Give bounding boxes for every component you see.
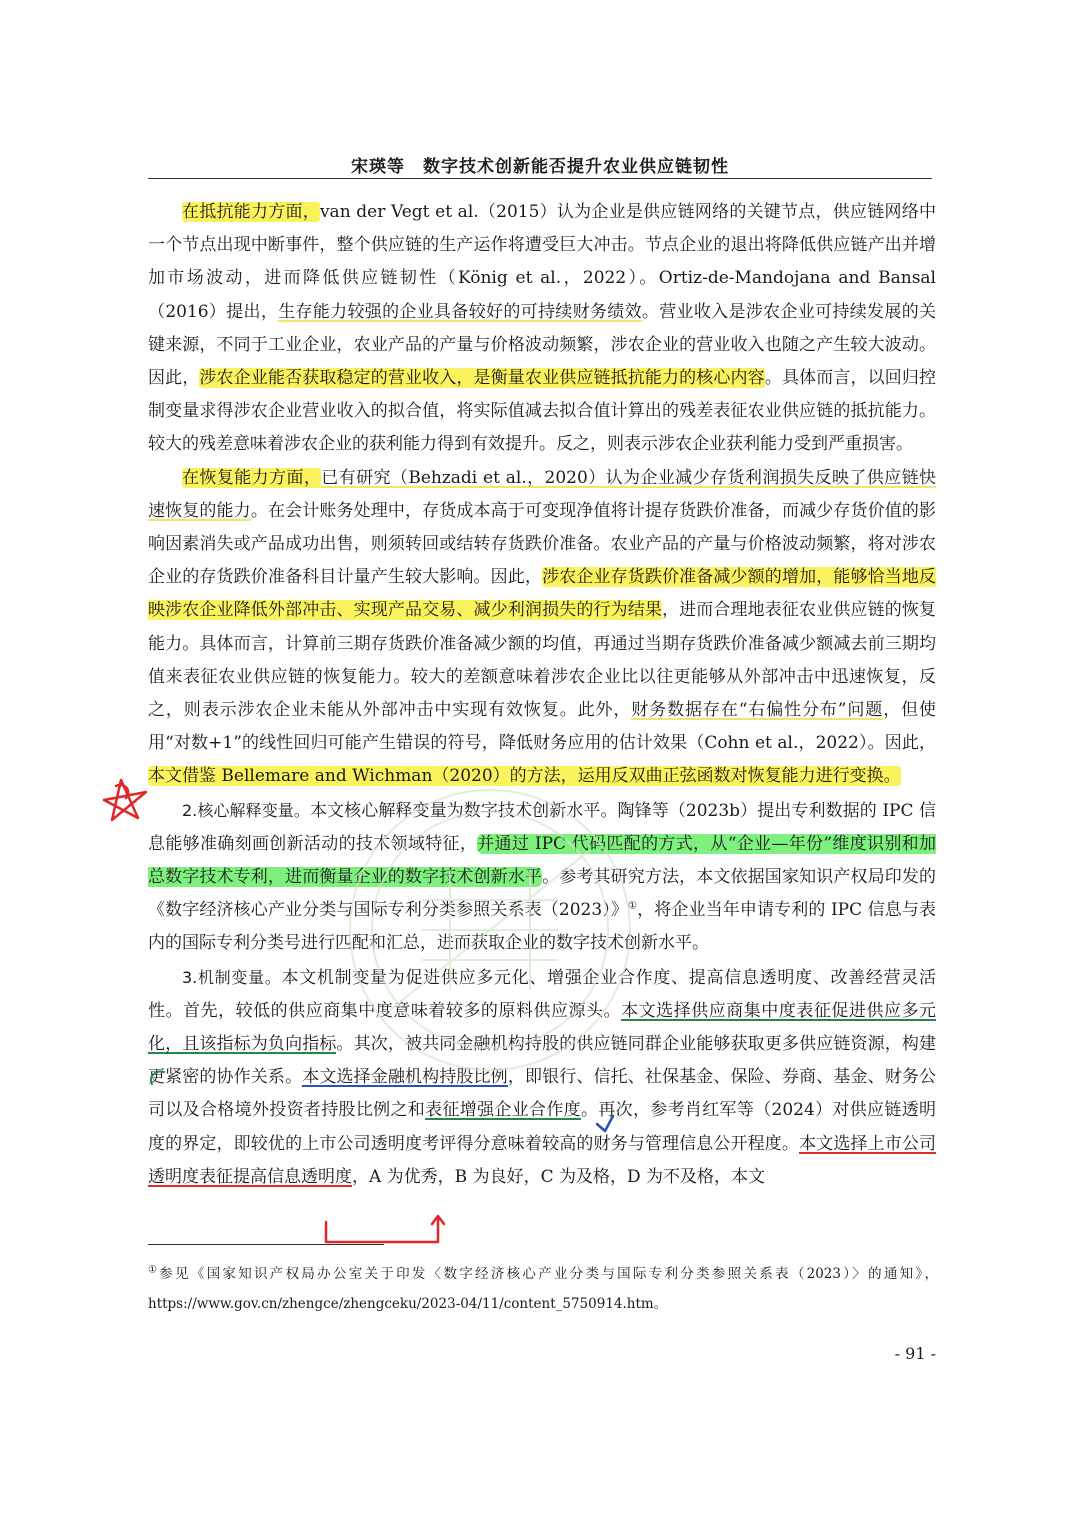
underline-transparency: 本文选择上市公司透明度表征提高信息透明度	[148, 1133, 937, 1187]
paragraph-explanatory-variable	[148, 794, 936, 961]
text-span: ，但使用“对数+1”的线性回归可能产生错误的符号，降低财务应用的估计效果（Cohn et al.，2022）。因此，	[148, 700, 937, 754]
red-star-mark	[104, 780, 146, 820]
highlight-resistance-heading: 在抵抗能力方面，	[182, 202, 320, 222]
text-span: 本文机制变量为促进供应多元化、增强企业合作度、提高信息透明度、改善经营灵活性。首先，较低的供应商集中度意味着较多的原料供应源头。	[148, 967, 936, 1021]
paragraph-recovery	[148, 462, 936, 794]
paragraph-resistance	[148, 196, 936, 462]
section-label-core-variable: 2.核心解释变量。	[182, 800, 310, 820]
underline-cooperation: 表征增强企业合作度	[425, 1100, 581, 1121]
running-header: 宋瑛等 数字技术创新能否提升农业供应链韧性	[351, 157, 729, 177]
highlight-asinh-transform: 本文借鉴 Bellemare and Wichman（2020）的方法，运用反双曲正弦函数对恢复能力进行变换。	[148, 766, 901, 787]
underline-survival-ability: 生存能力较强的企业具备较好的可持续财务绩效	[278, 301, 642, 322]
text-span: ，将企业当年申请专利的 IPC 信息与表内的国际专利分类号进行匹配和汇总，进而获取企业的数字技术创新水平。	[148, 900, 937, 954]
footnote-text: 参见《国家知识产权局办公室关于印发〈数字经济核心产业分类与国际专利分类参照关系表（2023）〉的通知》，https://www.gov.cn/zhengce/zhengceku/2023-04/11/content_5750914.htm。	[148, 1266, 939, 1312]
text-span: 。在会计账务处理中，存货成本高于可变现净值将计提存货跌价准备，而减少存货价值的影响因素消失或产品成功出售，则须转回或结转存货跌价准备。农业产品的产量与价格波动频繁，将对涉农企业的存货跌价准备科目计量产生较大影响。因此，	[148, 500, 937, 588]
text-span: ，A 为优秀，B 为良好，C 为及格，D 为不及格，本文	[352, 1166, 766, 1187]
footnote-mark: ①	[148, 1264, 160, 1276]
text-span: 本文核心解释变量为数字技术创新水平。陶锋等（2023b）提出专利数据的 IPC 信息能够准确刻画创新活动的技术领域特征，	[148, 800, 936, 854]
underline-institutional-holding: 本文选择金融机构持股比例	[302, 1067, 508, 1088]
text-span: 。其次，被共同金融机构持股的供应链同群企业能够获取更多供应链资源，构建更紧密的协作关系。	[148, 1034, 937, 1088]
text-span: ，进而合理地表征农业供应链的恢复能力。具体而言，计算前三期存货跌价准备减少额的均值，再通过当期存货跌价准备减少额减去前三期均值来表征农业供应链的恢复能力。较大的差额意味着涉农企业比以往更能够从外部冲击中迅速恢复，反之，则表示涉农企业未能从外部冲击中实现有效恢复。此外，	[148, 600, 936, 721]
underline-behzadi: 已有研究（Behzadi et al.，2020）认为企业减少存货利润损失反映了供应链快速恢复的能力	[148, 467, 936, 521]
text-span: 。参考其研究方法，本文依据国家知识产权局印发的《数字经济核心产业分类与国际专利分类参照关系表（2023）》	[148, 867, 937, 921]
footnote-rule	[148, 1244, 384, 1245]
footnote	[148, 1259, 938, 1319]
red-bracket-arrow	[326, 1216, 444, 1242]
text-span: 。再次，参考肖红军等（2024）对供应链透明度的界定，即较优的上市公司透明度考评得分意味着较高的财务与管理信息公开程度。	[148, 1100, 937, 1154]
text-span: van der Vegt et al.（2015）认为企业是供应链网络的关键节点，供应链网络中一个节点出现中断事件，整个供应链的生产运作将遭受巨大冲击。节点企业的退出将降低供应链产出并增加市场波动，进而降低供应链韧性（König et al.，2022）。Ortiz-de-Mandojana and Bansal（2016）提出，	[148, 202, 937, 322]
highlight-stable-revenue: 涉农企业能否获取稳定的营业收入，是衡量农业供应链抵抗能力的核心内容	[199, 368, 765, 389]
highlight-recovery-heading: 在恢复能力方面，	[182, 467, 322, 488]
text-span: 。具体而言，以回归控制变量求得涉农企业营业收入的拟合值，将实际值减去拟合值计算出的残差表征农业供应链的抵抗能力。较大的残差意味着涉农企业的获利能力得到有效提升。反之，则表示涉农企业获利能力受到严重损害。	[148, 368, 937, 455]
page-number: - 91 -	[894, 1344, 936, 1363]
text-span: 。营业收入是涉农企业可持续发展的关键来源，不同于工业企业，农业产品的产量与价格波动频繁，涉农企业的营业收入也随之产生较大波动。因此，	[148, 301, 937, 389]
body-text	[148, 196, 936, 1194]
footnote-reference[interactable]: ①	[628, 900, 638, 912]
header-rule	[148, 178, 932, 179]
underline-right-skew: 财务数据存在“右偏性分布”问题	[631, 700, 884, 721]
underline-supplier-concentration: 本文选择供应商集中度表征促进供应多元化，且该指标为负向指标	[148, 1000, 937, 1055]
highlight-inventory-reduction: 涉农企业存货跌价准备减少额的增加，能够恰当地反映涉农企业降低外部冲击、实现产品交易、减少利润损失的行为结果	[148, 567, 937, 621]
highlight-ipc-matching: 并通过 IPC 代码匹配的方式，从“企业—年份”维度识别和加总数字技术专利，进而衡量企业的数字技术创新水平	[148, 833, 936, 888]
paragraph-mechanism-variable	[148, 961, 936, 1194]
text-span: ，即银行、信托、社保基金、保险、券商、基金、财务公司以及合格境外投资者持股比例之和	[148, 1067, 937, 1121]
section-label-mechanism: 3.机制变量。	[182, 967, 282, 987]
